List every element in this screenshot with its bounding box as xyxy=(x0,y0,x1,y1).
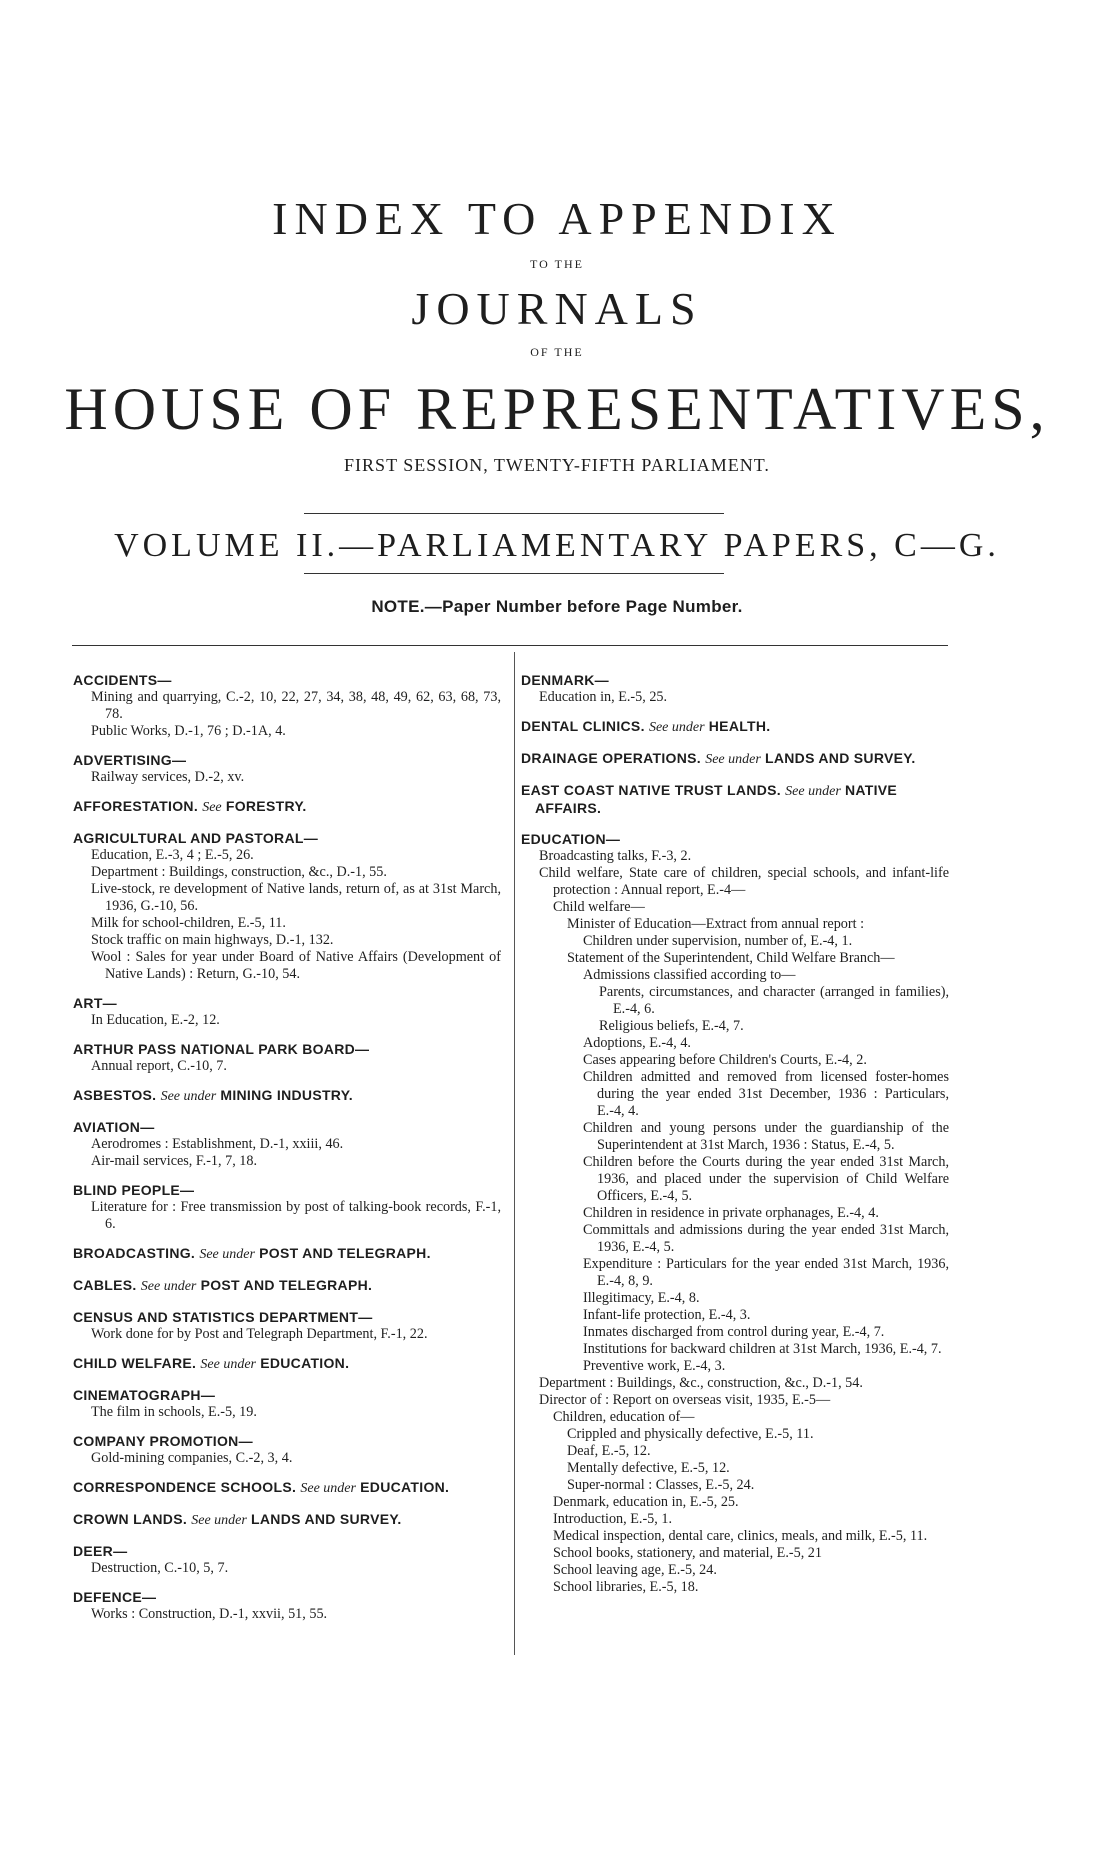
index-entry-art xyxy=(73,995,501,1029)
cross-reference: POST AND TELEGRAPH. xyxy=(200,1277,373,1293)
see-reference: See under xyxy=(648,720,705,735)
cross-reference: HEALTH. xyxy=(708,718,771,734)
index-entry-deer xyxy=(73,1543,501,1577)
index-entry-defence xyxy=(73,1589,501,1623)
entry-subitem: Adoptions, E.-4, 4. xyxy=(583,1035,691,1051)
entry-subitem: Children under supervision, number of, E.-4, 1. xyxy=(583,933,853,949)
volume-title: VOLUME II.—PARLIAMENTARY PAPERS, C—G. xyxy=(114,527,1000,564)
index-entry-child-welfare xyxy=(73,1355,501,1373)
journals-title: JOURNALS xyxy=(411,283,703,334)
entry-heading: EDUCATION— xyxy=(521,831,621,847)
entry-subitem: Children, education of— xyxy=(553,1409,695,1425)
see-reference: See under xyxy=(160,1089,217,1104)
index-entry-denmark xyxy=(521,672,949,706)
see-reference: See xyxy=(202,800,222,815)
index-entry-census xyxy=(73,1309,501,1343)
entry-subitem: Children in residence in private orphanages, E.-4, 4. xyxy=(583,1205,879,1221)
entry-subitem: Broadcasting talks, F.-3, 2. xyxy=(539,848,692,864)
entry-heading: AVIATION— xyxy=(73,1119,155,1135)
entry-heading: CENSUS AND STATISTICS DEPARTMENT— xyxy=(73,1309,373,1325)
entry-subitem: Religious beliefs, E.-4, 7. xyxy=(599,1018,744,1034)
see-reference: See under xyxy=(191,1513,247,1528)
entry-heading: DENTAL CLINICS. See under HEALTH. xyxy=(521,718,771,735)
entry-subitem: Inmates discharged from control during year, E.-4, 7. xyxy=(583,1324,885,1340)
entry-subitem: Gold-mining companies, C.-2, 3, 4. xyxy=(91,1450,293,1466)
entry-subitem: Denmark, education in, E.-5, 25. xyxy=(553,1494,739,1510)
index-entry-cables xyxy=(73,1277,501,1295)
entry-subitem: Children admitted and removed from licensed foster-homes during the year ended 31st December, 1936 : Particulars, E.-4, 4. xyxy=(583,1069,949,1119)
entry-subitem: Literature for : Free transmission by post of talking-book records, F.-1, 6. xyxy=(91,1199,501,1232)
entry-subitem: Child welfare, State care of children, special schools, and infant-life protection : Annual report, E.-4— xyxy=(539,865,949,898)
entry-subitem: Department : Buildings, &c., construction, &c., D.-1, 54. xyxy=(539,1375,863,1391)
entry-heading: DEER— xyxy=(73,1543,128,1559)
index-title: INDEX TO APPENDIX xyxy=(272,193,842,244)
entry-heading: DEFENCE— xyxy=(73,1589,157,1605)
entry-heading: CORRESPONDENCE SCHOOLS. See under EDUCATION. xyxy=(73,1479,450,1496)
note-line: NOTE.—Paper Number before Page Number. xyxy=(371,597,743,616)
entry-subitem: Milk for school-children, E.-5, 11. xyxy=(91,915,286,931)
entry-subitem: Children and young persons under the guardianship of the Superintendent at 31st March, 1936 : Status, E.-4, 5. xyxy=(583,1120,949,1153)
entry-subitem: Parents, circumstances, and character (arranged in families), E.-4, 6. xyxy=(599,984,949,1017)
entry-subitem: Introduction, E.-5, 1. xyxy=(553,1511,672,1527)
entry-subitem: Railway services, D.-2, xv. xyxy=(91,769,245,785)
cross-reference: MINING INDUSTRY. xyxy=(220,1087,353,1103)
house-title: HOUSE OF REPRESENTATIVES, xyxy=(64,376,1050,442)
entry-heading: CABLES. See under POST AND TELEGRAPH. xyxy=(73,1277,373,1294)
entry-heading: BROADCASTING. See under POST AND TELEGRAPH. xyxy=(73,1245,431,1262)
index-entry-asbestos xyxy=(73,1087,501,1105)
entry-heading: ADVERTISING— xyxy=(73,752,187,768)
see-reference: See under xyxy=(785,784,841,799)
entry-heading: ACCIDENTS— xyxy=(73,672,172,688)
entry-subitem: School books, stationery, and material, E.-5, 21 xyxy=(553,1545,822,1561)
divider-bottom xyxy=(72,645,948,646)
entry-heading: EAST COAST NATIVE TRUST LANDS. See under NATIVE AFFAIRS. xyxy=(521,782,898,816)
see-reference: See under xyxy=(140,1279,197,1294)
entry-subitem: Work done for by Post and Telegraph Department, F.-1, 22. xyxy=(91,1326,428,1342)
entry-subitem: Children before the Courts during the year ended 31st March, 1936, and placed under the supervision of Child Welfare Officers, E.-4, 5. xyxy=(583,1154,949,1204)
entry-heading: AGRICULTURAL AND PASTORAL— xyxy=(73,830,319,846)
education-subitems xyxy=(521,848,949,1596)
entry-subitem: Annual report, C.-10, 7. xyxy=(91,1058,227,1074)
entry-subitem: School leaving age, E.-5, 24. xyxy=(553,1562,717,1578)
see-reference: See under xyxy=(300,1481,356,1496)
entry-subitem: Stock traffic on main highways, D.-1, 132. xyxy=(91,932,334,948)
entry-subitem: Destruction, C.-10, 5, 7. xyxy=(91,1560,229,1576)
entry-subitem: The film in schools, E.-5, 19. xyxy=(91,1404,257,1420)
entry-subitem: Medical inspection, dental care, clinics, meals, and milk, E.-5, 11. xyxy=(553,1528,928,1544)
session-label: FIRST SESSION, TWENTY-FIFTH PARLIAMENT. xyxy=(344,455,770,475)
entry-subitem: Air-mail services, F.-1, 7, 18. xyxy=(91,1153,258,1169)
entry-subitem: Public Works, D.-1, 76 ; D.-1A, 4. xyxy=(91,723,286,739)
entry-subitem: Cases appearing before Children's Courts, E.-4, 2. xyxy=(583,1052,867,1068)
entry-subitem: Education in, E.-5, 25. xyxy=(539,689,668,705)
index-entry-east-coast xyxy=(521,782,949,817)
entry-heading: COMPANY PROMOTION— xyxy=(73,1433,253,1449)
entry-subitem: In Education, E.-2, 12. xyxy=(91,1012,220,1028)
index-entry-aviation xyxy=(73,1119,501,1170)
entry-heading: CROWN LANDS. See under LANDS AND SURVEY. xyxy=(73,1511,402,1528)
index-entry-advertising xyxy=(73,752,501,786)
cross-reference: EDUCATION. xyxy=(260,1355,350,1371)
index-entry-broadcasting xyxy=(73,1245,501,1263)
entry-subitem: Crippled and physically defective, E.-5, 11. xyxy=(567,1426,814,1442)
to-the-label: TO THE xyxy=(530,257,584,271)
see-reference: See under xyxy=(200,1357,256,1372)
entry-subitem: Minister of Education—Extract from annual report : xyxy=(567,916,865,932)
of-the-label: OF THE xyxy=(530,345,584,359)
column-divider xyxy=(514,652,515,1655)
cross-reference: FORESTRY. xyxy=(225,798,307,814)
entry-subitem: Deaf, E.-5, 12. xyxy=(567,1443,651,1459)
entry-heading: CINEMATOGRAPH— xyxy=(73,1387,216,1403)
entry-subitem: Admissions classified according to— xyxy=(583,967,796,983)
entry-subitem: Child welfare— xyxy=(553,899,645,915)
entry-subitem: Director of : Report on overseas visit, 1935, E.-5— xyxy=(539,1392,831,1408)
entry-heading: ARTHUR PASS NATIONAL PARK BOARD— xyxy=(73,1041,370,1057)
divider-top xyxy=(304,513,724,514)
divider-middle xyxy=(304,573,724,574)
cross-reference: LANDS AND SURVEY. xyxy=(764,750,916,766)
cross-reference: NATIVE AFFAIRS. xyxy=(535,782,898,816)
cross-reference: LANDS AND SURVEY. xyxy=(251,1511,402,1527)
index-entry-cinematograph xyxy=(73,1387,501,1421)
entry-subitem: School libraries, E.-5, 18. xyxy=(553,1579,699,1595)
entry-subitem: Committals and admissions during the year ended 31st March, 1936, E.-4, 5. xyxy=(583,1222,949,1255)
entry-subitem: Education, E.-3, 4 ; E.-5, 26. xyxy=(91,847,254,863)
index-column-right xyxy=(521,672,949,1608)
entry-subitem: Department : Buildings, construction, &c., D.-1, 55. xyxy=(91,864,387,880)
entry-heading: CHILD WELFARE. See under EDUCATION. xyxy=(73,1355,350,1372)
entry-subitem: Mentally defective, E.-5, 12. xyxy=(567,1460,730,1476)
entry-heading: DRAINAGE OPERATIONS. See under LANDS AND SURVEY. xyxy=(521,750,916,767)
index-entry-company-promotion xyxy=(73,1433,501,1467)
entry-subitem: Preventive work, E.-4, 3. xyxy=(583,1358,726,1374)
entry-heading: ASBESTOS. See under MINING INDUSTRY. xyxy=(73,1087,353,1104)
cross-reference: EDUCATION. xyxy=(360,1479,450,1495)
index-column-left xyxy=(73,672,501,1635)
see-reference: See under xyxy=(705,752,761,767)
entry-subitem: Live-stock, re development of Native lands, return of, as at 31st March, 1936, G.-10, 56. xyxy=(91,881,501,914)
index-entry-crown-lands xyxy=(73,1511,501,1529)
index-entry-accidents xyxy=(73,672,501,740)
index-entry-agricultural xyxy=(73,830,501,983)
index-entry-arthur-pass xyxy=(73,1041,501,1075)
see-reference: See under xyxy=(199,1247,255,1262)
entry-subitem: Institutions for backward children at 31st March, 1936, E.-4, 7. xyxy=(583,1341,942,1357)
entry-subitem: Statement of the Superintendent, Child Welfare Branch— xyxy=(567,950,895,966)
entry-subitem: Super-normal : Classes, E.-5, 24. xyxy=(567,1477,755,1493)
entry-subitem: Expenditure : Particulars for the year ended 31st March, 1936, E.-4, 8, 9. xyxy=(583,1256,949,1289)
entry-heading: ART— xyxy=(73,995,117,1011)
index-entry-blind-people xyxy=(73,1182,501,1233)
index-entry-afforestation xyxy=(73,798,501,816)
cross-reference: POST AND TELEGRAPH. xyxy=(259,1245,431,1261)
entry-heading: BLIND PEOPLE— xyxy=(73,1182,195,1198)
index-entry-correspondence-schools xyxy=(73,1479,501,1497)
entry-subitem: Infant-life protection, E.-4, 3. xyxy=(583,1307,751,1323)
index-entry-drainage xyxy=(521,750,949,768)
entry-subitem: Aerodromes : Establishment, D.-1, xxiii, 46. xyxy=(91,1136,344,1152)
index-entry-dental-clinics xyxy=(521,718,949,736)
entry-subitem: Wool : Sales for year under Board of Native Affairs (Development of Native Lands) : Return, G.-10, 54. xyxy=(91,949,501,982)
entry-heading: DENMARK— xyxy=(521,672,609,688)
index-entry-education xyxy=(521,831,949,1596)
entry-subitem: Works : Construction, D.-1, xxvii, 51, 55. xyxy=(91,1606,328,1622)
entry-subitem: Mining and quarrying, C.-2, 10, 22, 27, 34, 38, 48, 49, 62, 63, 68, 73, 78. xyxy=(91,689,501,722)
entry-subitem: Illegitimacy, E.-4, 8. xyxy=(583,1290,700,1306)
entry-heading: AFFORESTATION. See FORESTRY. xyxy=(73,798,307,815)
